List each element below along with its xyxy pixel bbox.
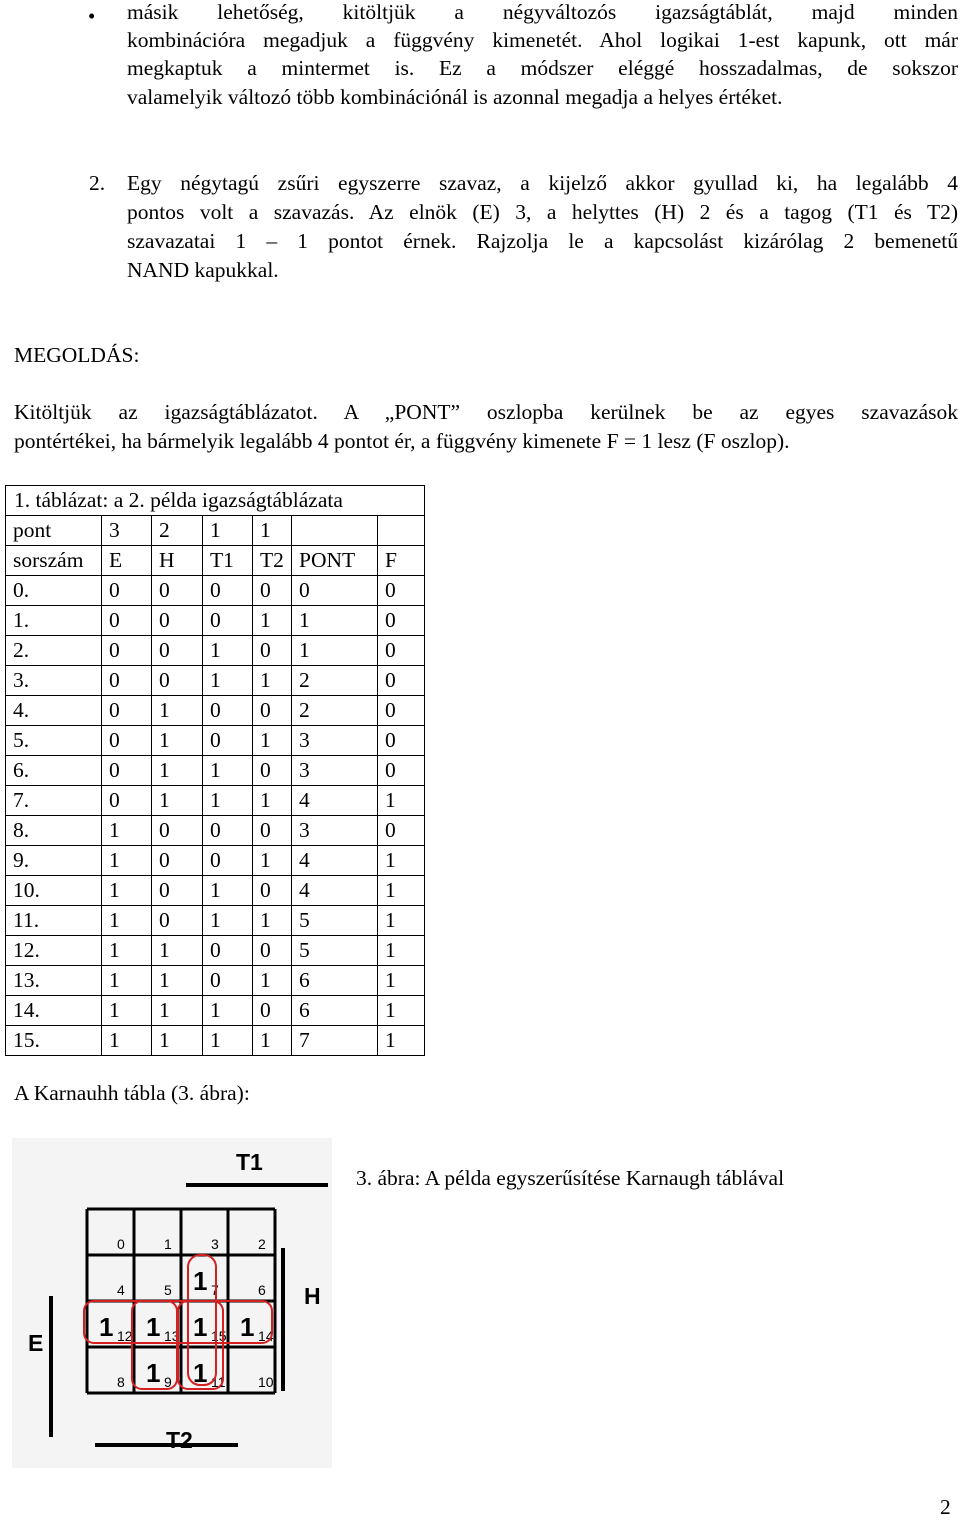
table-cell: 3. [6,666,102,696]
table-cell: 0 [253,876,292,906]
table-cell: PONT [292,546,378,576]
table-cell: 1 [378,876,425,906]
table-cell: 1 [378,846,425,876]
table-cell: 11. [6,906,102,936]
table-cell: 1 [203,1026,253,1056]
table-cell: 7 [292,1026,378,1056]
table-cell: 1 [253,1026,292,1056]
table-row [6,876,425,906]
task-text-line: Egy négytagú zsűri egyszerre szavaz, a kijelző akkor gyullad ki, ha legalább 4 [127,171,958,195]
table-cell: 1 [253,846,292,876]
kmap-cell-value: 1 [240,1312,255,1342]
kmap-cell-index: 3 [211,1236,219,1252]
table-cell: 13. [6,966,102,996]
table-cell: 1 [253,606,292,636]
table-cell: 2 [152,516,203,546]
table-row [6,936,425,966]
kmap-cell-index: 8 [117,1374,125,1390]
label-t2: T2 [166,1427,193,1453]
e-bracket [49,1296,53,1437]
kmap-cell-index: 4 [117,1282,125,1298]
solution-text-line: pontértékei, ha bármelyik legalább 4 pontot ér, a függvény kimenete F = 1 lesz (F oszlop). [14,429,790,453]
table-row [6,726,425,756]
table-cell: 0 [253,696,292,726]
table-cell: 0 [253,636,292,666]
table-cell: 3 [292,816,378,846]
karnaugh-map [12,1138,332,1468]
table-cell: 0 [253,816,292,846]
table-cell: 0 [152,576,203,606]
table-cell: 4 [292,876,378,906]
label-e: E [28,1330,44,1356]
kmap-cell-index: 2 [258,1236,266,1252]
table-cell: sorszám [6,546,102,576]
kmap-cell-index: 5 [164,1282,172,1298]
label-h: H [304,1283,321,1309]
table-cell: 8. [6,816,102,846]
kmap-cell-value: 1 [193,1358,208,1388]
table-cell: 1 [102,876,152,906]
table-cell: 0 [378,726,425,756]
table-row [6,996,425,1026]
table-cell: 1 [253,666,292,696]
page-number: 2 [940,1495,951,1519]
table-cell: 0 [102,666,152,696]
table-cell: 0 [152,816,203,846]
table-row [6,696,425,726]
table-cell: 0 [102,636,152,666]
table-points-row [6,516,425,546]
table-cell: 1 [102,846,152,876]
table-cell: 10. [6,876,102,906]
kmap-cell-index: 6 [258,1282,266,1298]
h-bracket [281,1248,285,1391]
table-cell: 15. [6,1026,102,1056]
table-cell: 5. [6,726,102,756]
kmap-cell-index: 11 [211,1374,226,1390]
task-text-line: pontos volt a szavazás. Az elnök (E) 3, a helyttes (H) 2 és a tagog (T1 és T2) [127,200,958,224]
table-cell: 1 [152,1026,203,1056]
table-cell: 0 [102,786,152,816]
table-cell: 0 [378,696,425,726]
truth-table [5,485,425,1056]
figure-caption: 3. ábra: A példa egyszerűsítése Karnaugh táblával [356,1166,785,1190]
table-cell: 1 [203,876,253,906]
table-cell: 0 [292,576,378,606]
table-cell: 0 [152,636,203,666]
kmap-cell-index: 10 [258,1374,274,1390]
kmap-cell-index: 15 [211,1328,227,1344]
table-row [6,1026,425,1056]
table-cell: 1 [253,516,292,546]
table-cell: 0 [253,936,292,966]
table-cell: 0 [203,846,253,876]
table-cell: pont [6,516,102,546]
table-cell: 1 [292,606,378,636]
table-cell: 5 [292,936,378,966]
table-cell: 0 [378,576,425,606]
kmap-cell-value: 1 [146,1312,161,1342]
kmap-cell-value: 1 [146,1358,161,1388]
kmap-cell-index: 0 [117,1236,125,1252]
table-cell [292,516,378,546]
bullet-text-line: kombinációra megadjuk a függvény kimenetét. Ahol logikai 1-est kapunk, ott már [127,28,958,52]
table-cell: 6. [6,756,102,786]
table-cell: 0 [253,576,292,606]
table-cell: 1 [203,756,253,786]
table-cell: 1 [152,726,203,756]
table-cell: 4 [292,846,378,876]
kmap-cell-value: 1 [193,1312,208,1342]
table-cell: 0 [102,606,152,636]
table-cell: 1 [203,906,253,936]
table-cell: 1 [152,966,203,996]
karnaugh-heading: A Karnauhh tábla (3. ábra): [14,1081,250,1105]
table-cell: 4. [6,696,102,726]
table-cell: 0 [203,816,253,846]
table-cell: 1 [378,1026,425,1056]
table-cell: 2 [292,696,378,726]
table-row [6,816,425,846]
table-cell: 2 [292,666,378,696]
bullet-text-line: valamelyik változó több kombinációnál is azonnal megadja a helyes értéket. [127,85,783,109]
table-row [6,666,425,696]
table-row [6,606,425,636]
table-cell: 1 [102,816,152,846]
table-cell: 1 [378,966,425,996]
table-cell: 1. [6,606,102,636]
table-cell: 1 [203,516,253,546]
table-cell: 1 [102,906,152,936]
table-caption-row [6,486,425,516]
task-text-line: szavazatai 1 – 1 pontot érnek. Rajzolja le a kapcsolást kizárólag 2 bemenetű [127,229,958,253]
table-row [6,906,425,936]
kmap-cell-index: 9 [164,1374,172,1390]
table-row [6,636,425,666]
kmap-cell-index: 1 [164,1236,172,1252]
table-cell: 0 [102,696,152,726]
table-cell: H [152,546,203,576]
solution-text-line: Kitöltjük az igazságtáblázatot. A „PONT” oszlopba kerülnek be az egyes szavazások [14,400,958,424]
table-cell: 0 [378,636,425,666]
table-cell: 1 [253,726,292,756]
table-caption: 1. táblázat: a 2. példa igazságtáblázata [6,486,425,516]
table-cell: 3 [292,726,378,756]
label-t1: T1 [236,1149,263,1175]
table-row [6,966,425,996]
table-cell: 0 [203,606,253,636]
t1-bracket [186,1183,328,1187]
table-cell: 0 [102,726,152,756]
solution-heading: MEGOLDÁS: [14,343,140,367]
table-cell: 0 [203,726,253,756]
bullet-icon: • [88,4,96,28]
kmap-cell-index: 14 [258,1328,274,1344]
table-cell: 7. [6,786,102,816]
table-cell: 0 [378,666,425,696]
table-cell: 1 [253,906,292,936]
table-cell: 0 [152,846,203,876]
table-cell: 0 [203,966,253,996]
table-cell: 9. [6,846,102,876]
table-cell: 0 [102,576,152,606]
table-cell: 0 [253,996,292,1026]
table-cell: 1 [152,996,203,1026]
task-number: 2. [89,171,106,195]
table-cell: 6 [292,996,378,1026]
table-cell: 1 [378,936,425,966]
table-cell: 1 [152,696,203,726]
table-cell: 0 [378,606,425,636]
table-row [6,846,425,876]
table-cell: 4 [292,786,378,816]
kmap-cell-index: 13 [164,1328,180,1344]
table-cell: 2. [6,636,102,666]
table-cell: 1 [102,1026,152,1056]
table-cell: 0 [152,606,203,636]
table-cell: T2 [253,546,292,576]
table-cell: 14. [6,996,102,1026]
table-header-row [6,546,425,576]
table-cell: 1 [378,906,425,936]
table-cell: 1 [203,666,253,696]
table-row [6,756,425,786]
table-cell: 1 [152,756,203,786]
table-cell: T1 [203,546,253,576]
table-cell: 0 [152,666,203,696]
table-cell: 1 [203,786,253,816]
table-cell: F [378,546,425,576]
bullet-text-line: másik lehetőség, kitöltjük a négyváltozós igazságtáblát, majd minden [127,0,958,24]
task-text-line: NAND kapukkal. [127,258,279,282]
kmap-cell-index: 7 [211,1282,219,1298]
table-cell: 0 [152,876,203,906]
table-cell: E [102,546,152,576]
table-cell: 3 [292,756,378,786]
table-cell: 0 [152,906,203,936]
table-cell: 1 [253,786,292,816]
table-cell: 1 [378,996,425,1026]
table-cell: 0 [203,576,253,606]
table-cell: 6 [292,966,378,996]
table-cell: 12. [6,936,102,966]
table-cell: 1 [152,786,203,816]
table-row [6,576,425,606]
table-cell: 0. [6,576,102,606]
table-cell: 0 [253,756,292,786]
table-cell: 0 [378,816,425,846]
table-cell: 1 [378,786,425,816]
table-row [6,786,425,816]
kmap-cell-value: 1 [99,1312,114,1342]
bullet-text-line: megkaptuk a mintermet is. Ez a módszer eléggé hosszadalmas, de sokszor [127,56,958,80]
table-cell: 3 [102,516,152,546]
kmap-cell-value: 1 [193,1266,208,1296]
table-cell: 0 [378,756,425,786]
table-cell: 1 [203,636,253,666]
table-cell: 0 [102,756,152,786]
table-cell: 1 [152,936,203,966]
table-cell: 1 [292,636,378,666]
table-cell: 1 [102,996,152,1026]
kmap-cell-index: 12 [117,1328,133,1344]
table-cell: 0 [203,936,253,966]
table-cell [378,516,425,546]
table-cell: 5 [292,906,378,936]
table-cell: 1 [102,936,152,966]
table-cell: 1 [102,966,152,996]
table-cell: 1 [253,966,292,996]
table-cell: 0 [203,696,253,726]
table-cell: 1 [203,996,253,1026]
